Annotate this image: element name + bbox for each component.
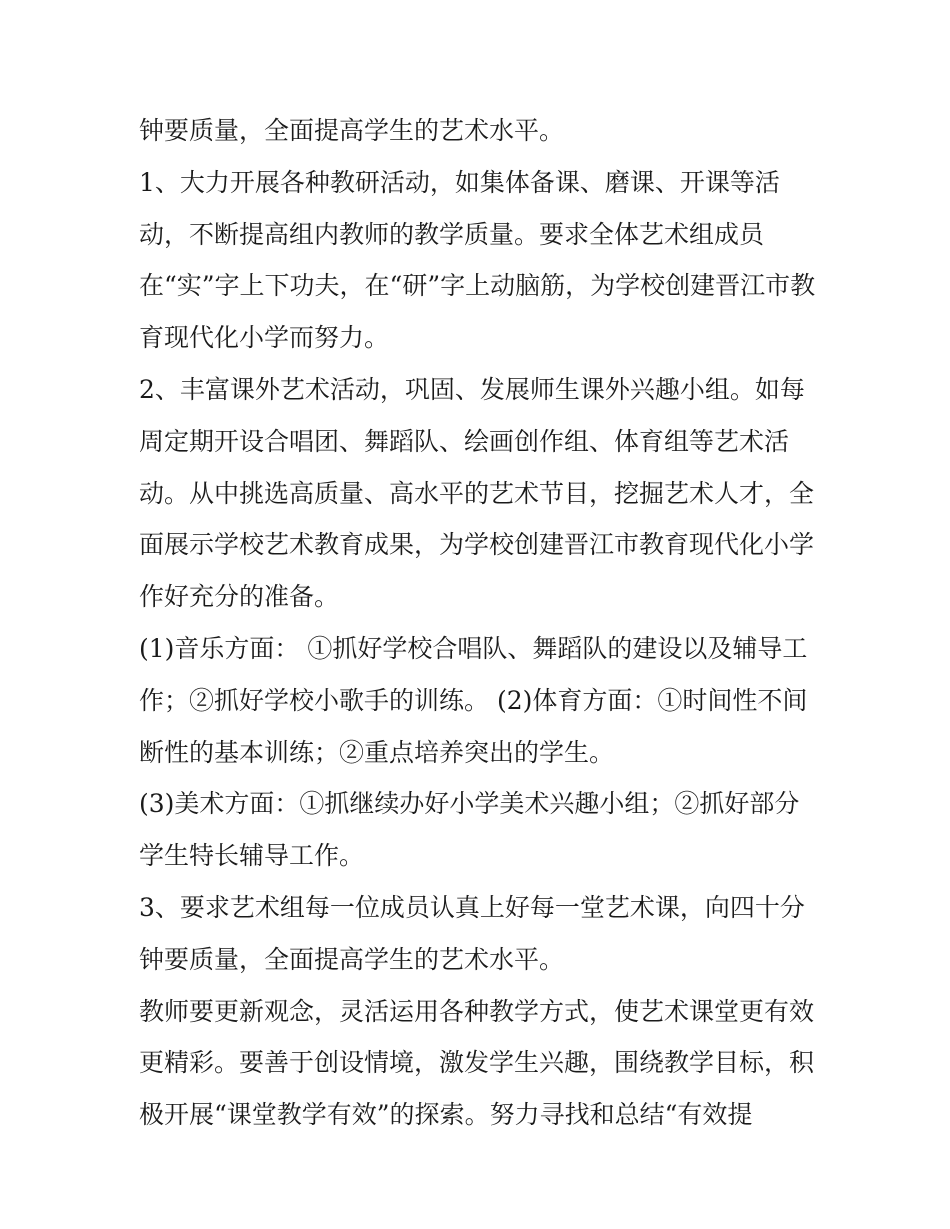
text-line: 钟要质量，全面提高学生的艺术水平。 [139,116,565,145]
text-line: 作；②抓好学校小歌手的训练。 (2)体育方面：①时间性不间 [139,685,808,715]
text-line: 作好充分的准备。 [139,582,340,612]
text-line: 学生特长辅导工作。 [139,841,365,871]
text-line: 周定期开设合唱团、舞蹈队、绘画创作组、体育组等艺术活 [139,426,790,456]
text-line: 动，不断提高组内教师的教学质量。要求全体艺术组成员 [139,219,765,249]
text-line: 断性的基本训练；②重点培养突出的学生。 [139,737,615,767]
text-line: 极开展“课堂教学有效”的探索。努力寻找和总结“有效提 [139,1100,753,1130]
text-line: 动。从中挑选高质量、高水平的艺术节目，挖掘艺术人才，全 [139,478,815,508]
text-line: (3)美术方面：①抓继续办好小学美术兴趣小组；②抓好部分 [139,789,800,819]
text-line: 面展示学校艺术教育成果，为学校创建晋江市教育现代化小学 [139,530,815,560]
document-body [139,105,829,1141]
text-line: 更精彩。要善于创设情境，激发学生兴趣，围绕教学目标，积 [139,1048,815,1078]
text-line: 2、丰富课外艺术活动，巩固、发展师生课外兴趣小组。如每 [139,374,805,404]
text-line: 育现代化小学而努力。 [139,323,390,353]
text-line: 教师要更新观念，灵活运用各种教学方式，使艺术课堂更有效 [139,996,815,1026]
text-line: 在“实”字上下功夫，在“研”字上动脑筋，为学校创建晋江市教 [139,271,816,301]
text-line: 1、大力开展各种教研活动，如集体备课、磨课、开课等活 [139,167,780,197]
text-line: (1)音乐方面： ①抓好学校合唱队、舞蹈队的建设以及辅导工 [139,633,808,663]
text-line: 3、要求艺术组每一位成员认真上好每一堂艺术课，向四十分 [139,892,805,922]
text-line: 钟要质量，全面提高学生的艺术水平。 [139,944,565,974]
